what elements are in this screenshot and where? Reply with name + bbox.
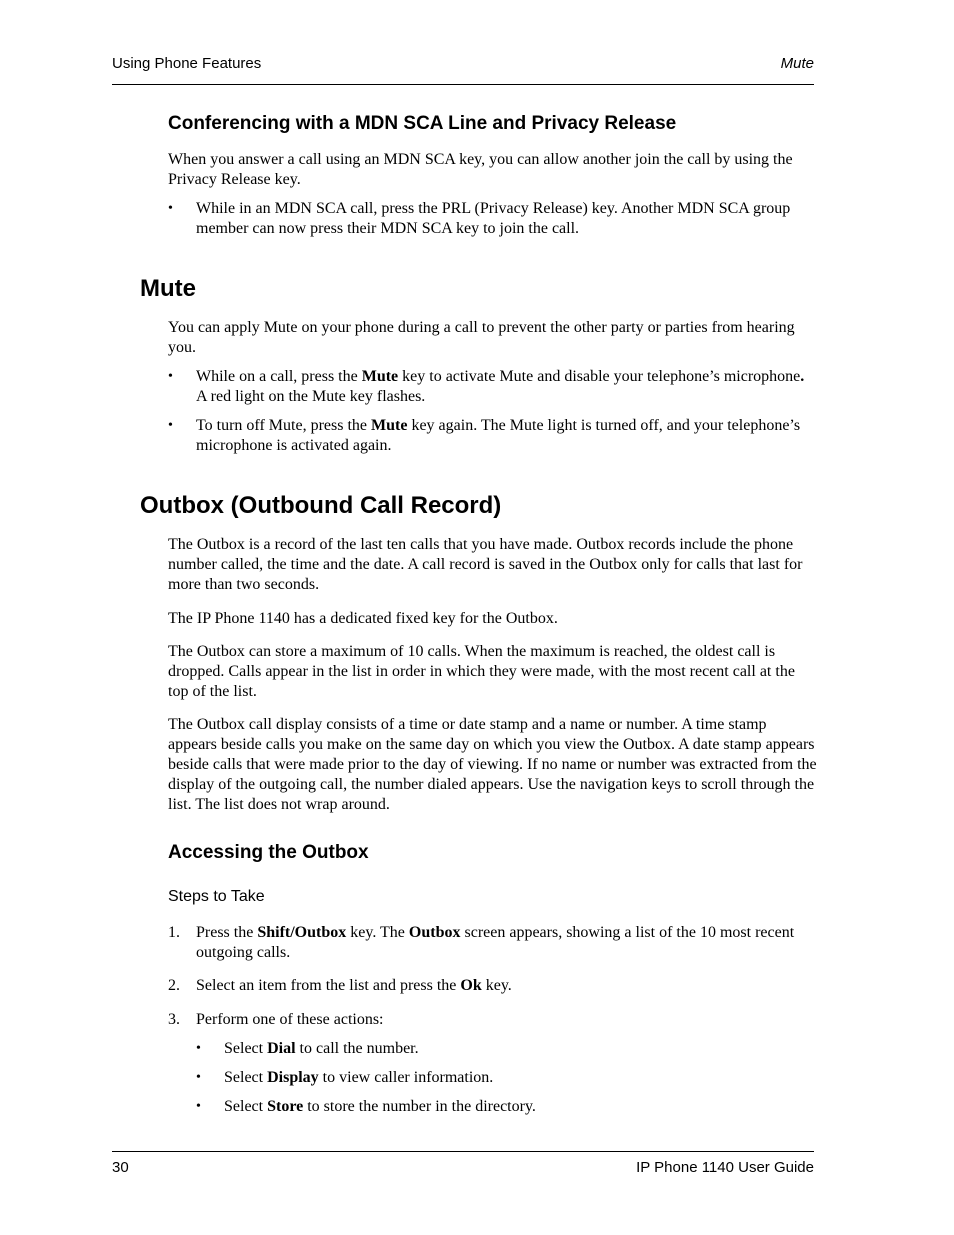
heading-conferencing: Conferencing with a MDN SCA Line and Privacy Release xyxy=(168,113,677,134)
step-2-text: Select an item from the list and press the Ok key. xyxy=(196,977,512,994)
action-dial-text: Select Dial to call the number. xyxy=(224,1040,419,1057)
running-header xyxy=(112,55,814,75)
mute-bullet-2 xyxy=(168,416,818,456)
outbox-paragraph-3: The Outbox can store a maximum of 10 calls. When the maximum is reached, the oldest call is dropped. Calls appear in the list in order in which they were made, with the most recent call at the top of the list. xyxy=(168,643,795,700)
heading-outbox: Outbox (Outbound Call Record) xyxy=(140,492,502,519)
step-number: 3. xyxy=(168,1011,180,1028)
header-section: Mute xyxy=(780,55,814,72)
outbox-paragraph-2: The IP Phone 1140 has a dedicated fixed key for the Outbox. xyxy=(168,610,558,627)
bullet-marker: • xyxy=(168,418,173,433)
page-number: 30 xyxy=(112,1159,129,1176)
action-display xyxy=(196,1068,816,1088)
action-store xyxy=(196,1097,816,1117)
conf-bullet-text: While in an MDN SCA call, press the PRL (Privacy Release) key. Another MDN SCA group member can now press their MDN SCA key to join the call. xyxy=(196,200,791,237)
mute-bullet-1-text: While on a call, press the Mute key to activate Mute and disable your telephone’s microphone. A red light on the Mute key flashes. xyxy=(196,368,805,405)
bullet-marker: • xyxy=(196,1099,201,1114)
step-1 xyxy=(168,923,818,963)
footer-rule xyxy=(112,1151,814,1152)
conf-paragraph: When you answer a call using an MDN SCA key, you can allow another join the call by using the Privacy Release key. xyxy=(168,151,793,188)
running-footer xyxy=(112,1159,814,1179)
heading-accessing-outbox: Accessing the Outbox xyxy=(168,842,369,863)
mute-bullet-2-text: To turn off Mute, press the Mute key again. The Mute light is turned off, and your telephone’s microphone is activated again. xyxy=(196,417,801,454)
outbox-paragraph-4: The Outbox call display consists of a time or date stamp and a name or number. A time stamp appears beside calls you make on the same day on which you view the Outbox. A date stamp appears beside calls that were made prior to the day of viewing. If no name or number was extracted from the display of the outgoing call, the number dialed appears. Use the navigation keys to scroll through the list. The list does not wrap around. xyxy=(168,716,817,813)
step-3-text: Perform one of these actions: xyxy=(196,1011,384,1028)
mute-bullet-1 xyxy=(168,367,818,407)
step-3 xyxy=(168,1010,818,1030)
step-2 xyxy=(168,976,818,996)
footer-title: IP Phone 1140 User Guide xyxy=(636,1159,814,1176)
outbox-paragraph-1: The Outbox is a record of the last ten calls that you have made. Outbox records include the phone number called, the time and the date. A call record is saved in the Outbox only for calls that last for more than two seconds. xyxy=(168,536,803,593)
bullet-marker: • xyxy=(168,369,173,384)
step-number: 1. xyxy=(168,924,180,941)
action-display-text: Select Display to view caller information. xyxy=(224,1069,494,1086)
heading-mute: Mute xyxy=(140,275,196,302)
step-1-text: Press the Shift/Outbox key. The Outbox screen appears, showing a list of the 10 most recent outgoing calls. xyxy=(196,924,795,961)
header-rule xyxy=(112,84,814,85)
bullet-marker: • xyxy=(196,1070,201,1085)
action-dial xyxy=(196,1039,816,1059)
action-store-text: Select Store to store the number in the directory. xyxy=(224,1098,536,1115)
steps-heading: Steps to Take xyxy=(168,888,265,905)
mute-paragraph: You can apply Mute on your phone during a call to prevent the other party or parties from hearing you. xyxy=(168,319,795,356)
conf-bullet xyxy=(168,199,818,239)
header-chapter: Using Phone Features xyxy=(112,55,262,72)
bullet-marker: • xyxy=(196,1041,201,1056)
step-number: 2. xyxy=(168,977,180,994)
bullet-marker: • xyxy=(168,201,173,216)
